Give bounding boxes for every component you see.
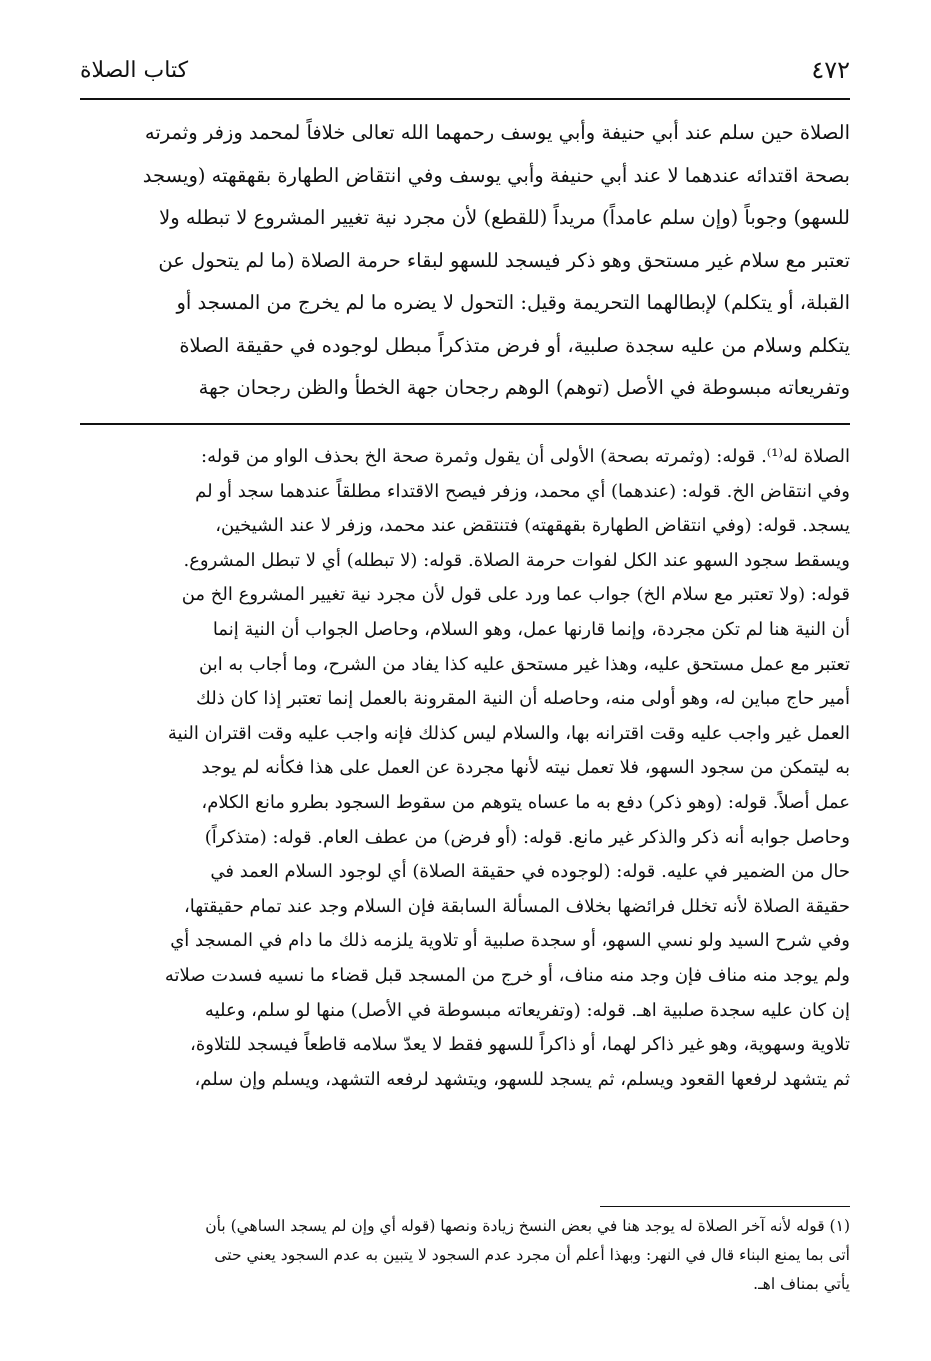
page-number: ٤٧٢ [811, 56, 850, 84]
commentary-line: وحاصل جوابه أنه ذكر والذكر غير مانع. قوله: (أو فرض) من عطف العام. قوله: (متذكراً) [204, 826, 850, 848]
commentary-line: إن كان عليه سجدة صلبية اهـ. قوله: (وتفريعاته مبسوطة في الأصل) منها لو سلم، وعليه [204, 999, 850, 1021]
commentary-line: وفي انتقاض الخ. قوله: (عندهما) أي محمد، وزفر فيصح الاقتداء مطلقاً عندهما سجد أو لم [195, 480, 850, 502]
header-rule [80, 98, 850, 100]
commentary-line: تلاوية وسهوية، وهو غير ذاكر لهما، أو ذاكراً للسهو فقط لا يعدّ سلامه قاطعاً فيسجد للتلاوة، [190, 1034, 850, 1056]
section-divider [80, 423, 850, 425]
commentary-line: قوله: (ولا تعتبر مع سلام الخ) جواب عما ورد على قول لأن مجرد نية تغيير المشروع الخ من [181, 584, 850, 606]
commentary-line: تعتبر مع عمل مستحق عليه، وهذا غير مستحق عليه كذا يفاد من الشرح، وما أجاب به ابن [199, 653, 850, 675]
page-header [80, 52, 850, 88]
commentary-line: يسجد. قوله: (وفي انتقاض الطهارة بقهقهته) فتنتقض عند محمد، وزفر لا عند الشيخين، [215, 515, 850, 537]
main-text [80, 112, 850, 410]
main-line: بصحة اقتدائه عندهما لا عند أبي حنيفة وأبي يوسف وفي انتقاض الطهارة بقهقهته (ويسجد [142, 163, 850, 187]
footnote-line: يأتي بمناف اهـ. [753, 1275, 850, 1293]
commentary-line: وفي شرح السيد ولو نسي السهو، أو سجدة صلبية أو تلاوية يلزمه ذلك ما دام في المسجد أي [170, 930, 850, 952]
commentary-line: حال من الضمير في عليه. قوله: (لوجوده في حقيقة الصلاة) أي لوجود السلام العمد في [210, 861, 850, 883]
commentary-line: ويسقط سجود السهو عند الكل لفوات حرمة الصلاة. قوله: (لا تبطله) أي لا تبطل المشروع. [183, 549, 850, 571]
footnote-line: (١) قوله لأنه آخر الصلاة له يوجد هنا في بعض النسخ زيادة ونصها (قوله أي وإن لم يسجد الساهي) بأن [205, 1217, 850, 1235]
commentary-line: به ليتمكن من سجود السهو، فلا تعمل نيته لأنها مجردة عن العمل على هذا فكأنه لم يوجد [201, 757, 850, 779]
main-line: للسهو) وجوباً (وإن سلم عامداً) مريداً (للقطع) لأن مجرد نية تغيير المشروع لا تبطله ولا [159, 206, 850, 229]
footnote-text [80, 1212, 850, 1299]
commentary-line: ثم يتشهد لرفعها القعود ويسلم، ثم يسجد للسهو، ويتشهد لرفعه التشهد، ويسلم وإن سلم، [194, 1068, 850, 1090]
commentary-line: أن النية هنا لم تكن مجردة، وإنما قارنها عمل، وهو السلام، وحاصل الجواب أن النية إنما [212, 618, 850, 640]
commentary-line: ولم يوجد منه مناف فإن وجد منه مناف، أو خرج من المسجد قبل قضاء ما نسيه فسدت صلاته [164, 964, 850, 986]
main-line: القبلة، أو يتكلم) لإبطالهما التحريمة وقيل: التحول لا يضره ما لم يخرج من المسجد أو [176, 291, 850, 314]
main-line: الصلاة حين سلم عند أبي حنيفة وأبي يوسف رحمهما الله تعالى خلافاً لمحمد وزفر وثمرته [144, 121, 850, 144]
commentary-line: العمل غير واجب عليه وقت اقترانه بها، والسلام ليس كذلك فإنه واجب عليه وقت اقتران النية [167, 722, 850, 744]
commentary-line: الصلاة له⁽¹⁾. قوله: (وثمرته بصحة) الأولى أن يقول وثمرة صحة الخ بحذف الواو من قوله: [201, 446, 850, 467]
footnote-rule [600, 1206, 850, 1207]
book-title: كتاب الصلاة [80, 58, 189, 83]
commentary-text [80, 440, 850, 1097]
commentary-line: حقيقة الصلاة لأنه تخلل فرائضها بخلاف المسألة السابقة فإن السلام وجد عند تمام حقيقتها، [184, 895, 850, 917]
main-line: يتكلم وسلام من عليه سجدة صلبية، أو فرض متذكراً مبطل لوجوده في حقيقة الصلاة [179, 333, 850, 357]
main-line: وتفريعاته مبسوطة في الأصل (توهم) الوهم رجحان جهة الخطأ والظن رجحان جهة [198, 376, 850, 399]
commentary-line: أمير حاج مباين له، وهو أولى منه، وحاصله أن النية المقرونة بالعمل إنما تعتبر إذا كان ذلك [196, 688, 850, 710]
main-line: تعتبر مع سلام غير مستحق وهو ذكر فيسجد للسهو لبقاء حرمة الصلاة (ما لم يتحول عن [158, 248, 850, 272]
footnote-line: أتى بما يمنع البناء قال في النهر: وبهذا أعلم أن مجرد عدم السجود لا يتبين به عدم السجود يعني حتى [214, 1246, 850, 1264]
commentary-line: عمل أصلاً. قوله: (وهو ذكر) دفع به ما عساه يتوهم من سقوط السجود بطرو مانع الكلام، [201, 791, 850, 813]
